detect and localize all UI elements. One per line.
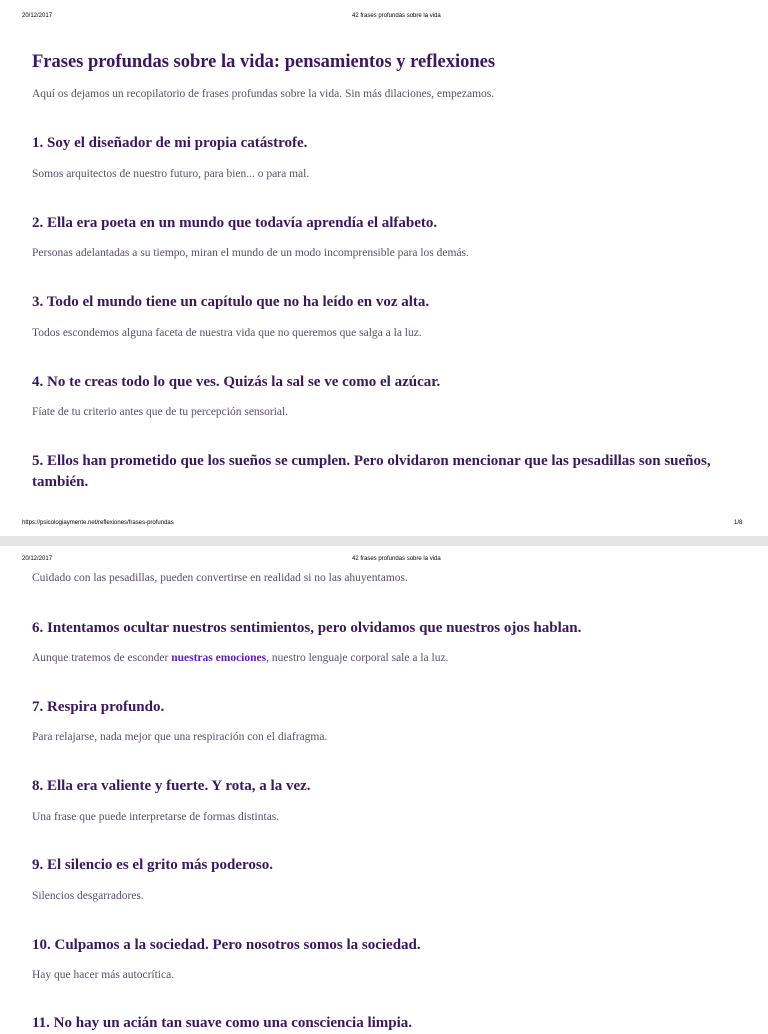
quote-heading-5: 5. Ellos han prometido que los sueños se cumplen. Pero olvidaron mencionar que las pesadillas son sueños, también. — [32, 453, 711, 490]
print-date: 20/12/2017 — [22, 13, 53, 19]
quote-text-1: Somos arquitectos de nuestro futuro, para bien... o para mal. — [32, 168, 310, 180]
quote-text-6-before: Aunque tratemos de esconder — [32, 652, 172, 664]
print-page-number: 1/8 — [734, 520, 743, 526]
quote-text-8: Una frase que puede interpretarse de formas distintas. — [32, 811, 280, 823]
quote-heading-6: 6. Intentamos ocultar nuestros sentimientos, pero olvidamos que nuestros ojos hablan. — [32, 620, 582, 636]
quote-heading-4: 4. No te creas todo lo que ves. Quizás la sal se ve como el azúcar. — [32, 374, 441, 390]
quote-text-4: Fíate de tu criterio antes que de tu percepción sensorial. — [32, 406, 289, 418]
page-break — [0, 536, 768, 546]
quote-heading-10: 10. Culpamos a la sociedad. Pero nosotros somos la sociedad. — [32, 937, 421, 953]
quote-text-7: Para relajarse, nada mejor que una respiración con el diafragma. — [32, 731, 328, 743]
quote-heading-2: 2. Ella era poeta en un mundo que todavía aprendía el alfabeto. — [32, 215, 438, 231]
quote-text-10: Hay que hacer más autocrítica. — [32, 969, 175, 981]
article-intro: Aquí os dejamos un recopilatorio de frases profundas sobre la vida. Sin más dilaciones, empezamos. — [32, 88, 495, 100]
print-url: https://psicologiaymente.net/reflexiones/frases-profundas — [22, 520, 174, 526]
quote-text-6-after: , nuestro lenguaje corporal sale a la luz. — [266, 652, 449, 664]
quote-text-6 — [32, 652, 732, 664]
quote-text-5: Cuidado con las pesadillas, pueden convertirse en realidad si no las ahuyentamos. — [32, 572, 408, 584]
quote-text-3: Todos escondemos alguna faceta de nuestra vida que no queremos que salga a la luz. — [32, 327, 422, 339]
quote-heading-8: 8. Ella era valiente y fuerte. Y rota, a la vez. — [32, 778, 311, 794]
quote-heading-9: 9. El silencio es el grito más poderoso. — [32, 857, 273, 873]
quote-heading-3: 3. Todo el mundo tiene un capítulo que no ha leído en voz alta. — [32, 294, 430, 310]
quote-text-9: Silencios desgarradores. — [32, 890, 144, 902]
article-title: Frases profundas sobre la vida: pensamientos y reflexiones — [32, 52, 496, 72]
print-title: 42 frases profundas sobre la vida — [352, 13, 441, 19]
quote-text-2: Personas adelantadas a su tiempo, miran el mundo de un modo incomprensible para los demás. — [32, 247, 469, 259]
quote-heading-11: 11. No hay un acián tan suave como una consciencia limpia. — [32, 1015, 413, 1031]
quote-heading-1: 1. Soy el diseñador de mi propia catástrofe. — [32, 135, 308, 151]
print-date: 20/12/2017 — [22, 556, 53, 562]
print-title: 42 frases profundas sobre la vida — [352, 556, 441, 562]
emotions-link[interactable]: nuestras emociones — [171, 652, 267, 664]
quote-heading-7: 7. Respira profundo. — [32, 699, 165, 715]
